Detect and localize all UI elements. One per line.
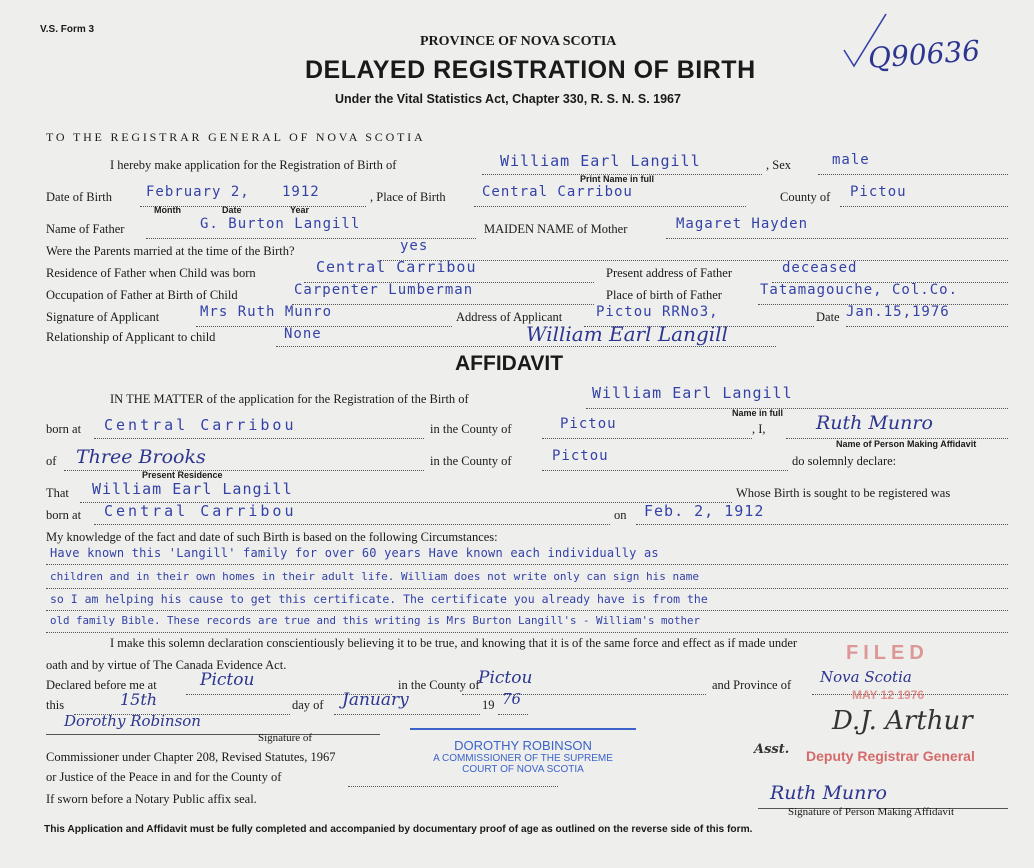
value-father-birthplace: Tatamagouche, Col.Co.: [760, 282, 959, 298]
label-residence: Residence of Father when Child was born: [46, 266, 256, 280]
label-whose-birth: Whose Birth is sought to be registered was: [736, 486, 951, 500]
label-born-at: born at: [46, 422, 82, 436]
value-dob-year: 1912: [282, 184, 320, 200]
label-commissioner: Commissioner under Chapter 208, Revised Statutes, 1967: [46, 750, 336, 764]
value-aff-person: Ruth Munro: [816, 412, 933, 434]
label-notary: If sworn before a Notary Public affix seal.: [46, 792, 257, 806]
label-matter: IN THE MATTER of the application for the Registration of the Birth of: [110, 392, 469, 406]
label-person-affidavit: Name of Person Making Affidavit: [836, 439, 977, 449]
filed-date-stamp: MAY 12 1976: [852, 688, 925, 702]
label-i: , I,: [752, 422, 766, 436]
label-knowledge: My knowledge of the fact and date of such Birth is based on the following Circumstances:: [46, 530, 498, 544]
label-maiden: MAIDEN NAME of Mother: [484, 222, 628, 236]
value-mother: Magaret Hayden: [676, 216, 809, 232]
value-relationship: None: [284, 326, 322, 342]
label-that: That: [46, 486, 69, 500]
label-print-name: Print Name in full: [580, 174, 655, 184]
deputy-registrar-stamp: Deputy Registrar General: [806, 748, 975, 764]
label-father: Name of Father: [46, 222, 125, 236]
label-solemn: I make this solemn declaration conscientiously believing it to be true, and knowing that it is of the same force and effect as if made under: [110, 636, 798, 650]
addressee: TO THE REGISTRAR GENERAL OF NOVA SCOTIA: [46, 130, 426, 144]
subject-signature: William Earl Langill: [526, 322, 728, 346]
value-month: January: [342, 690, 409, 710]
label-justice: or Justice of the Peace in and for the County of: [46, 770, 282, 784]
label-place-of-birth: , Place of Birth: [370, 190, 446, 204]
value-year: 76: [502, 690, 522, 708]
person-signature: Ruth Munro: [770, 782, 887, 804]
value-name: William Earl Langill: [500, 152, 701, 170]
label-addr-applicant: Address of Applicant: [456, 310, 563, 324]
label-month: Month: [154, 205, 181, 215]
label-declare: do solemnly declare:: [792, 454, 897, 468]
label-relationship: Relationship of Applicant to child: [46, 330, 216, 344]
form-subtitle: Under the Vital Statistics Act, Chapter 330, R. S. N. S. 1967: [335, 92, 681, 106]
commissioner-stamp-line1: A COMMISSIONER OF THE SUPREME: [433, 753, 613, 764]
commissioner-stamp: [410, 728, 636, 792]
value-aff-res-county: Pictou: [552, 448, 609, 464]
filed-stamp: FILED: [846, 642, 929, 664]
province-heading: PROVINCE OF NOVA SCOTIA: [420, 34, 617, 49]
value-that-name: William Earl Langill: [92, 480, 293, 498]
value-dob-month: February 2,: [146, 184, 250, 200]
label-married: Were the Parents married at the time of the Birth?: [46, 244, 295, 258]
label-county: County of: [780, 190, 831, 204]
registrar-signature: D.J. Arthur: [832, 706, 973, 736]
label-declared: Declared before me at: [46, 678, 157, 692]
commissioner-stamp-line2: COURT OF NOVA SCOTIA: [462, 764, 584, 775]
value-present-address: deceased: [782, 260, 858, 276]
label-present-residence: Present Residence: [142, 470, 223, 480]
value-aff-born-at: Central Carribou: [104, 416, 297, 434]
value-occupation: Carpenter Lumberman: [294, 282, 474, 298]
label-apply: I hereby make application for the Registration of Birth of: [110, 158, 397, 172]
circumstance-line-1: Have known this 'Langill' family for over 60 years Have known each individually as: [50, 546, 659, 560]
value-aff-county: Pictou: [560, 416, 617, 432]
affidavit-heading: AFFIDAVIT: [455, 352, 564, 375]
label-present-address: Present address of Father: [606, 266, 733, 280]
value-married: yes: [400, 238, 429, 254]
label-signature-of: Signature of: [258, 732, 313, 744]
value-born-on: Feb. 2, 1912: [644, 502, 765, 520]
circumstance-line-4: old family Bible. These records are true and this writing is Mrs Burton Langill's - William's mother: [50, 614, 701, 627]
label-sig-applicant: Signature of Applicant: [46, 310, 160, 324]
label-sig-person: Signature of Person Making Affidavit: [788, 806, 954, 818]
value-date: Jan.15,1976: [846, 304, 950, 320]
check-mark-icon: [840, 10, 890, 70]
asst-label: Asst.: [754, 742, 790, 757]
value-day: 15th: [120, 690, 158, 709]
commissioner-stamp-name: DOROTHY ROBINSON: [454, 738, 592, 753]
label-on: on: [614, 508, 627, 522]
label-this: this: [46, 698, 65, 712]
value-applicant-addr: Pictou RRNo3,: [596, 304, 719, 320]
value-county: Pictou: [850, 184, 907, 200]
label-year: Year: [290, 205, 310, 215]
value-place-of-birth: Central Carribou: [482, 184, 633, 200]
registration-number: Q90636: [866, 34, 982, 75]
form-id: V.S. Form 3: [40, 24, 95, 35]
label-occupation: Occupation of Father at Birth of Child: [46, 288, 238, 302]
value-aff-name: William Earl Langill: [592, 384, 793, 402]
value-aff-residence: Three Brooks: [76, 446, 206, 468]
value-declared-at: Pictou: [200, 670, 255, 690]
value-sex: male: [832, 152, 870, 168]
label-father-birthplace: Place of birth of Father: [606, 288, 722, 302]
value-residence: Central Carribou: [316, 258, 477, 276]
label-name-full: Name in full: [732, 408, 784, 418]
value-applicant-sig: Mrs Ruth Munro: [200, 304, 333, 320]
label-born-at-2: born at: [46, 508, 82, 522]
commissioner-signature: Dorothy Robinson: [64, 712, 201, 730]
label-sex: , Sex: [766, 158, 791, 172]
label-date-applicant: Date: [816, 310, 840, 324]
circumstance-line-3: so I am helping his cause to get this certificate. The certificate you already have is from the: [50, 592, 708, 606]
label-year-prefix: 19: [482, 698, 495, 712]
value-declared-province: Nova Scotia: [820, 668, 912, 686]
label-dob: Date of Birth: [46, 190, 112, 204]
label-day-of: day of: [292, 698, 324, 712]
label-province-of: and Province of: [712, 678, 792, 692]
label-date: Date: [222, 205, 242, 215]
label-in-county: in the County of: [430, 422, 512, 436]
value-father: G. Burton Langill: [200, 216, 361, 232]
value-born-at-2: Central Carribou: [104, 502, 297, 520]
value-declared-county: Pictou: [478, 668, 533, 688]
circumstance-line-2: children and in their own homes in their adult life. William does not write only can sign his name: [50, 570, 700, 583]
footer-note: This Application and Affidavit must be fully completed and accompanied by documentary proof of age as outlined on the reverse side of this form.: [44, 824, 753, 835]
label-in-county-2: in the County of: [398, 678, 480, 692]
label-oath: oath and by virtue of The Canada Evidence Act.: [46, 658, 287, 672]
label-in-county-res: in the County of: [430, 454, 512, 468]
label-of: of: [46, 454, 57, 468]
form-title: DELAYED REGISTRATION OF BIRTH: [305, 56, 756, 84]
